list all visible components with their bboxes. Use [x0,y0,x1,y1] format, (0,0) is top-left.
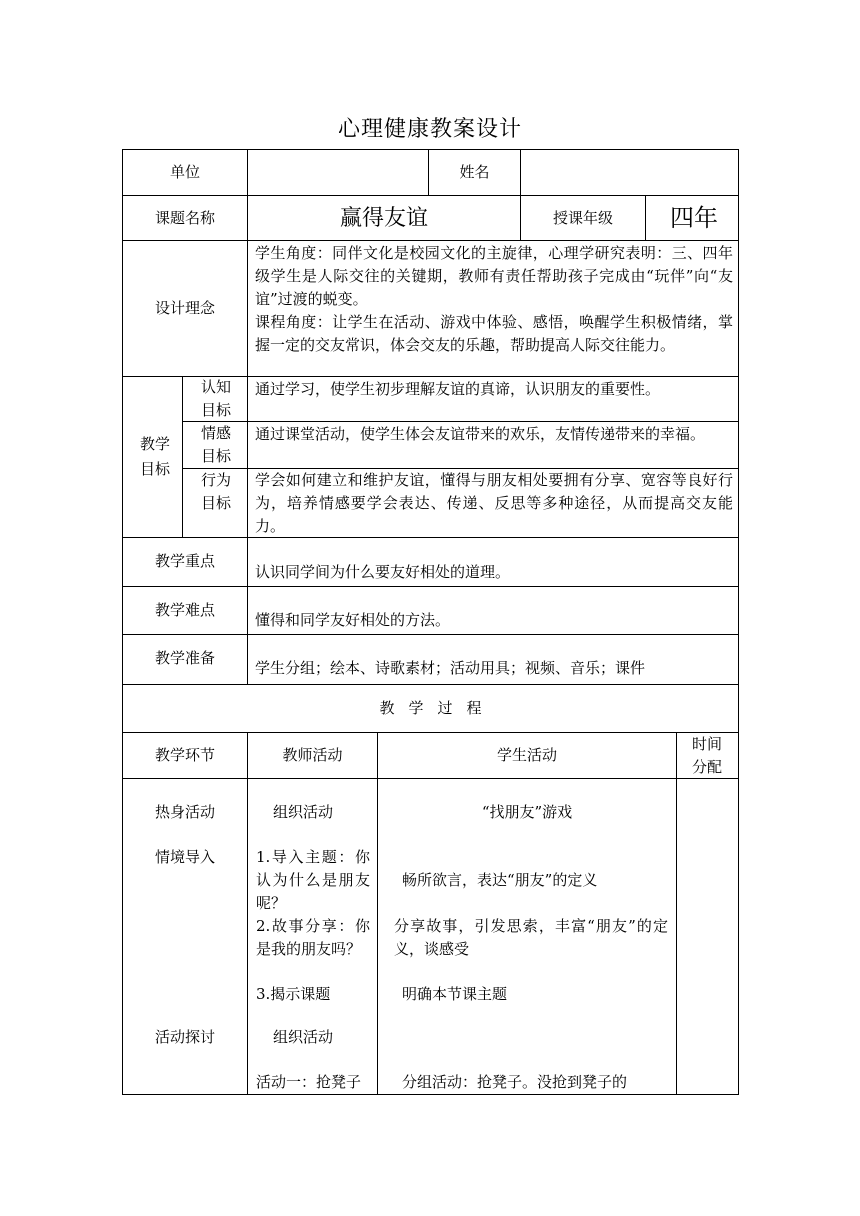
intro-teacher-step-3: 3.揭示课题 [256,985,331,1003]
warmup-teacher: 组织活动 [273,803,334,821]
intro-teacher-step-1: 1.导入主题：你认为什么是朋友呢？ [256,848,370,912]
prep-text: 学生分组；绘本、诗歌素材；活动用具；视频、音乐；课件 [255,659,646,677]
intro-stage: 情境导入 [154,848,215,866]
explore-stage: 活动探讨 [154,1028,215,1046]
col-teacher-header: 教师活动 [282,746,343,764]
topic-value: 赢得友谊 [339,205,428,231]
emotion-goal-label: 情感目标 [200,424,231,465]
grade-label: 授课年级 [552,208,613,227]
cognitive-goal-label: 认知目标 [200,378,231,419]
topic-label: 课题名称 [154,208,215,227]
cognitive-goal-text: 通过学习，使学生初步理解友谊的真谛，认识朋友的重要性。 [255,380,661,398]
name-label: 姓名 [459,163,490,181]
intro-student-step-2: 分享故事，引发思索，丰富“朋友”的定义，谈感受 [394,917,668,958]
key-point-text: 认识同学间为什么要友好相处的道理。 [255,563,511,581]
concept-label: 设计理念 [154,299,215,317]
grade-value: 四年 [670,203,718,232]
activity-1-teacher: 活动一：抢凳子 [256,1073,362,1091]
behavior-goal-text: 学会如何建立和维护友谊，懂得与朋友相处要拥有分享、宽容等良好行为，培养情感要学会表达、传递、反思等多种途径，从而提高交友能力。 [255,471,733,535]
warmup-student: “找朋友”游戏 [481,803,573,821]
goals-label: 教学目标 [139,435,170,478]
col-time-header: 时间分配 [691,734,722,776]
key-point-label: 教学重点 [154,552,215,570]
document-title: 心理健康教案设计 [337,117,522,142]
emotion-goal-text: 通过课堂活动，使学生体会友谊带来的欢乐，友情传递带来的幸福。 [255,425,706,443]
warmup-stage: 热身活动 [154,803,215,821]
activity-1-student: 分组活动：抢凳子。没抢到凳子的 [402,1073,628,1091]
unit-value[interactable] [248,150,428,195]
concept-text [255,242,733,376]
col-stage-header: 教学环节 [154,746,215,764]
difficulty-label: 教学难点 [154,601,215,619]
difficulty-text: 懂得和同学友好相处的方法。 [255,611,451,629]
explore-teacher: 组织活动 [273,1028,334,1046]
prep-label: 教学准备 [154,649,215,667]
process-title: 教学过程 [379,699,496,717]
concept-paragraph-student: 学生角度：同伴文化是校园文化的主旋律，心理学研究表明：三、四年级学生是人际交往的关键期，教师有责任帮助孩子完成由“玩伴”向“友谊”过渡的蜕变。 [255,244,733,308]
behavior-goal-label: 行为目标 [200,471,231,512]
unit-label: 单位 [169,163,200,181]
intro-teacher-step-2: 2.故事分享：你是我的朋友吗？ [256,917,370,958]
concept-paragraph-course: 课程角度：让学生在活动、游戏中体验、感悟，唤醒学生积极情绪，掌握一定的交友常识，体会交友的乐趣，帮助提高人际交往能力。 [255,313,733,354]
col-student-header: 学生活动 [496,746,557,764]
intro-student-step-1: 畅所欲言，表达“朋友”的定义 [402,871,598,889]
intro-student-step-3: 明确本节课主题 [402,985,508,1003]
name-value[interactable] [521,150,738,195]
